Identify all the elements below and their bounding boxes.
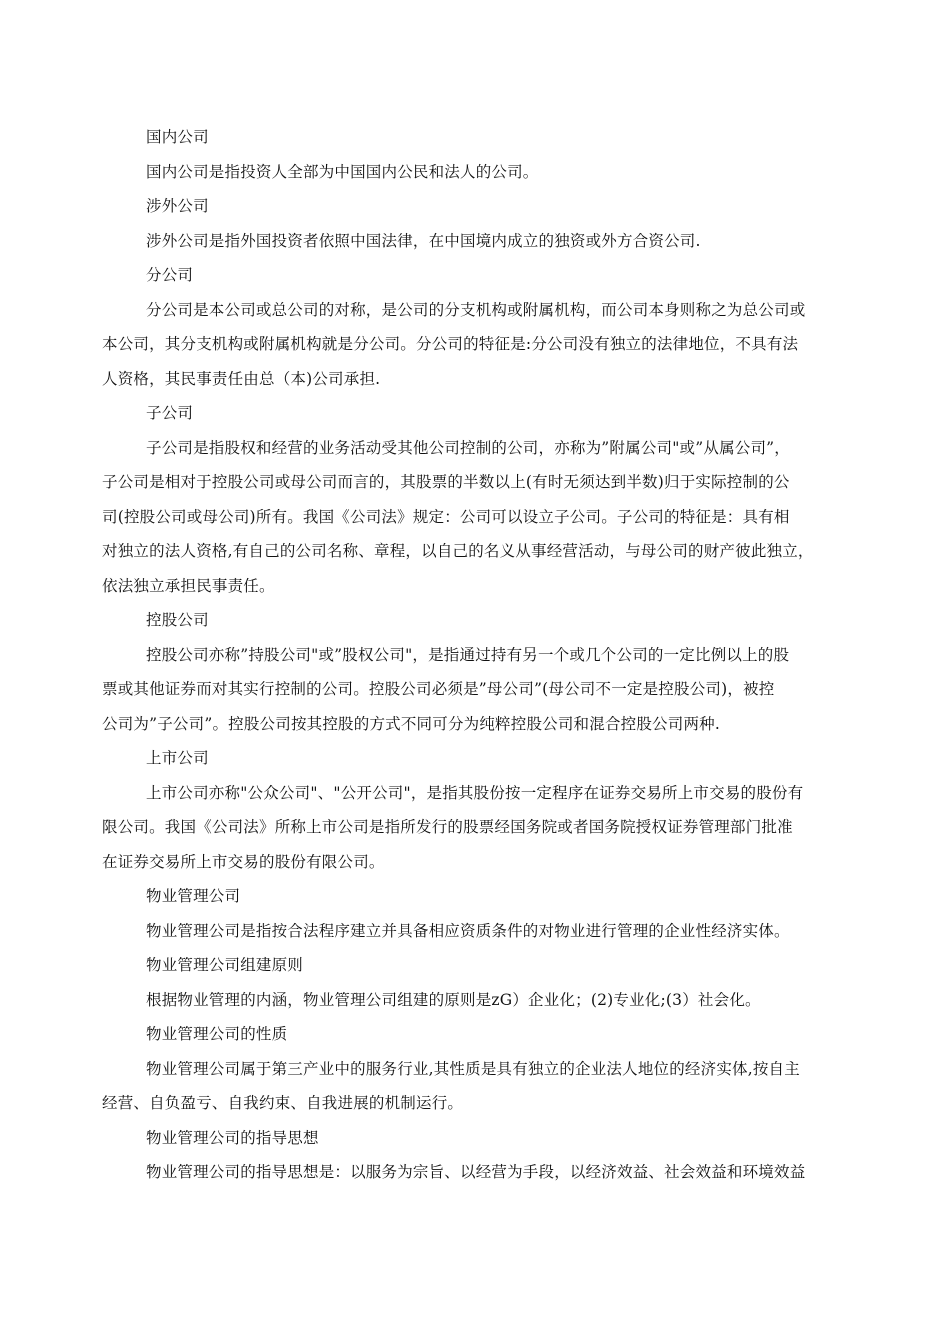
paragraph-line: 司(控股公司或母公司)所有。我国《公司法》规定：公司可以设立子公司。子公司的特征是：具有相 bbox=[102, 507, 790, 526]
paragraph-line-indented: 子公司是指股权和经营的业务活动受其他公司控制的公司，亦称为”附属公司"或”从属公司”， bbox=[146, 438, 791, 457]
paragraph-line-indented: 涉外公司 bbox=[146, 197, 209, 215]
paragraph-line-indented: 控股公司 bbox=[146, 611, 209, 629]
paragraph-line-indented: 控股公司亦称”持股公司"或”股权公司"，是指通过持有另一个或几个公司的一定比例以上的股 bbox=[146, 645, 790, 664]
paragraph-line-indented: 物业管理公司是指按合法程序建立并具备相应资质条件的对物业进行管理的企业性经济实体。 bbox=[146, 921, 790, 940]
paragraph-line-indented: 物业管理公司属于第三产业中的服务行业,其性质是具有独立的企业法人地位的经济实体,按自主 bbox=[146, 1059, 800, 1078]
paragraph-line-indented: 物业管理公司 bbox=[146, 887, 241, 905]
paragraph-line-indented: 国内公司是指投资人全部为中国国内公民和法人的公司。 bbox=[146, 162, 539, 181]
paragraph-line: 依法独立承担民事责任。 bbox=[102, 576, 275, 595]
paragraph-line-indented: 根据物业管理的内涵，物业管理公司组建的原则是zG）企业化；(2)专业化;(3）社会化。 bbox=[146, 990, 761, 1009]
paragraph-line: 经营、自负盈亏、自我约束、自我进展的机制运行。 bbox=[102, 1094, 464, 1112]
paragraph-line-indented: 物业管理公司的性质 bbox=[146, 1025, 288, 1043]
paragraph-line-indented: 分公司是本公司或总公司的对称，是公司的分支机构或附属机构，而公司本身则称之为总公司或 bbox=[146, 300, 806, 319]
paragraph-line: 限公司。我国《公司法》所称上市公司是指所发行的股票经国务院或者国务院授权证券管理部门批准 bbox=[102, 818, 793, 836]
paragraph-line: 人资格，其民事责任由总（本)公司承担. bbox=[102, 369, 381, 388]
paragraph-line-indented: 涉外公司是指外国投资者依照中国法律，在中国境内成立的独资或外方合资公司. bbox=[146, 231, 701, 250]
paragraph-line-indented: 国内公司 bbox=[146, 128, 209, 146]
paragraph-line: 本公司，其分支机构或附属机构就是分公司。分公司的特征是:分公司没有独立的法律地位，不具有法 bbox=[102, 335, 799, 353]
paragraph-line: 子公司是相对于控股公司或母公司而言的，其股票的半数以上(有时无须达到半数)归于实际控制的公 bbox=[102, 473, 790, 491]
paragraph-line-indented: 物业管理公司组建原则 bbox=[146, 956, 304, 974]
paragraph-line: 对独立的法人资格,有自己的公司名称、章程，以自己的名义从事经营活动，与母公司的财产彼此独立， bbox=[102, 542, 814, 560]
paragraph-line: 公司为”子公司”。控股公司按其控股的方式不同可分为纯粹控股公司和混合控股公司两种. bbox=[102, 714, 720, 733]
paragraph-line-indented: 上市公司 bbox=[146, 749, 209, 767]
paragraph-line: 在证券交易所上市交易的股份有限公司。 bbox=[102, 852, 385, 871]
paragraph-line: 票或其他证券而对其实行控制的公司。控股公司必须是”母公司”(母公司不一定是控股公司)，被控 bbox=[102, 680, 775, 698]
document-body bbox=[102, 120, 854, 1190]
paragraph-line-indented: 分公司 bbox=[146, 266, 194, 284]
paragraph-line-indented: 物业管理公司的指导思想 bbox=[146, 1128, 319, 1147]
paragraph-line-indented: 上市公司亦称"公众公司"、"公开公司"，是指其股份按一定程序在证券交易所上市交易的股份有 bbox=[146, 783, 804, 802]
paragraph-line-indented: 物业管理公司的指导思想是：以服务为宗旨、以经营为手段，以经济效益、社会效益和环境效益 bbox=[146, 1163, 806, 1181]
paragraph-line-indented: 子公司 bbox=[146, 404, 194, 422]
